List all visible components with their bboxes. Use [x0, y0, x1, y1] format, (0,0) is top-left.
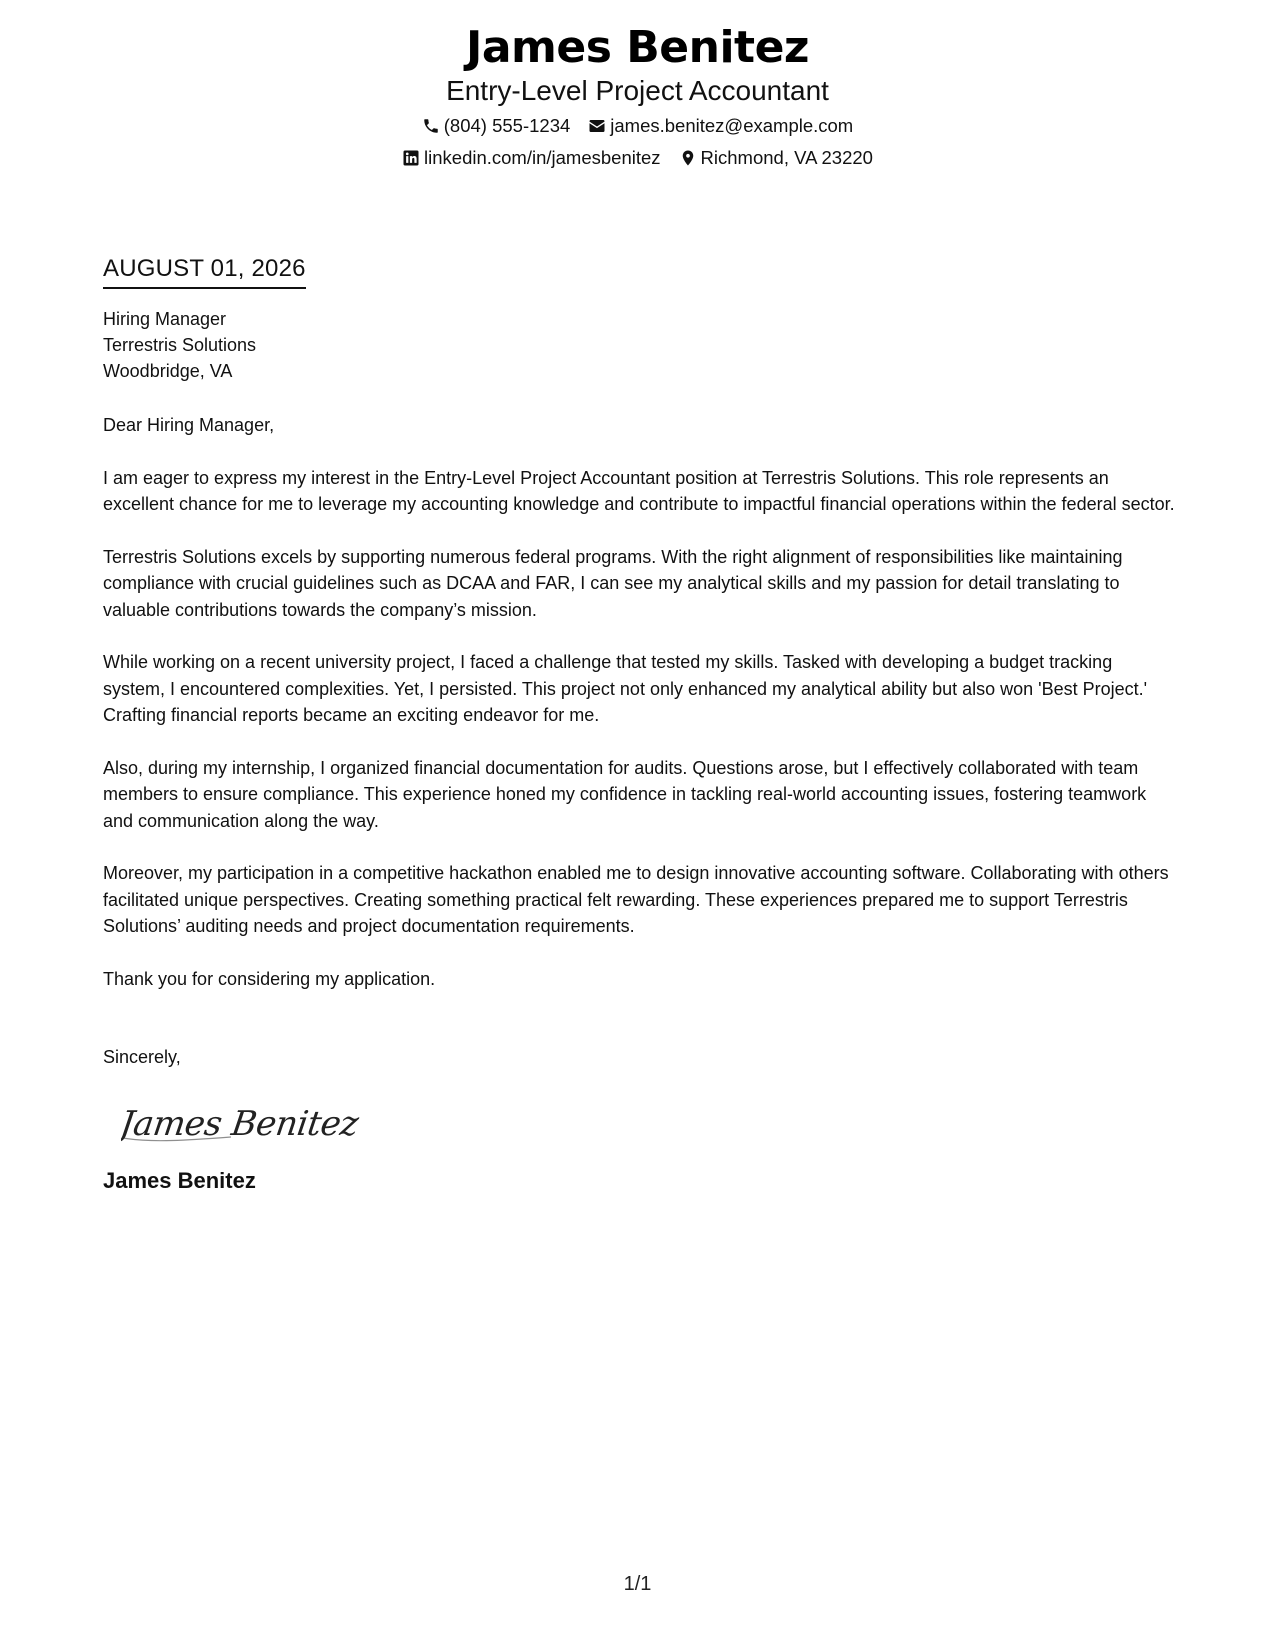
envelope-icon — [588, 117, 606, 135]
email-text: james.benitez@example.com — [610, 115, 854, 136]
recipient-company: Terrestris Solutions — [103, 335, 257, 355]
recipient-location: Woodbridge, VA — [103, 361, 233, 381]
salutation: Dear Hiring Manager, — [103, 415, 275, 435]
applicant-name: James Benitez — [465, 22, 810, 73]
job-title: Entry-Level Project Accountant — [446, 75, 829, 106]
recipient-title: Hiring Manager — [103, 309, 227, 329]
signature-image — [121, 1091, 361, 1151]
phone-icon — [422, 117, 440, 135]
closing-line: Thank you for considering my application. — [103, 968, 436, 989]
contact-row-secondary — [0, 146, 1275, 170]
body-paragraph: Also, during my internship, I organized financial documentation for audits. Questions arose, but I effectively collaborated with team members to ensure compliance. This experience honed my confidence in tackling real-world accounting issues, fostering teamwork and communication along the way. — [103, 757, 1147, 831]
page-number: 1/1 — [623, 1573, 652, 1595]
recipient-block — [103, 306, 1178, 384]
letter-body — [103, 254, 1178, 1195]
map-pin-icon — [679, 149, 697, 167]
contact-location — [679, 146, 873, 170]
phone-text: (804) 555-1234 — [443, 115, 571, 136]
signed-name: James Benitez — [103, 1167, 256, 1193]
signature-script: James Benitez — [121, 1103, 361, 1144]
linkedin-icon — [402, 149, 420, 167]
contact-email — [588, 114, 853, 138]
handwritten-signature — [121, 1091, 361, 1151]
linkedin-text: linkedin.com/in/jamesbenitez — [424, 147, 661, 168]
signoff: Sincerely, — [103, 1047, 181, 1067]
letter-date: AUGUST 01, 2026 — [103, 254, 306, 289]
contact-linkedin — [402, 146, 661, 170]
body-paragraph: While working on a recent university project, I faced a challenge that tested my skills. Tasked with developing a budget tracking system, I encountered complexities. Yet, I persisted. This project not only enhanced my analytical ability but also won 'Best Project.' Crafting financial reports became an exciting endeavor for me. — [103, 652, 1148, 725]
body-paragraph: Moreover, my participation in a competitive hackathon enabled me to design innovative accounting software. Collaborating with others facilitated unique perspectives. Creating something practical felt rewarding. These experiences prepared me to support Terrestris Solutions’ auditing needs and project documentation requirements. — [103, 863, 1169, 936]
contact-phone — [422, 114, 571, 138]
body-paragraph: Terrestris Solutions excels by supporting numerous federal programs. With the right alignment of responsibilities like maintaining compliance with crucial guidelines such as DCAA and FAR, I can see my analytical skills and my passion for detail translating to valuable contributions towards the company’s mission. — [103, 546, 1123, 620]
location-text: Richmond, VA 23220 — [700, 147, 873, 168]
contact-row-primary — [0, 114, 1275, 138]
body-paragraph: I am eager to express my interest in the Entry-Level Project Accountant position at Terrestris Solutions. This role represents an excellent chance for me to leverage my accounting knowledge and contribute to impactful financial operations within the federal sector. — [103, 467, 1175, 514]
letter-header — [0, 22, 1275, 170]
